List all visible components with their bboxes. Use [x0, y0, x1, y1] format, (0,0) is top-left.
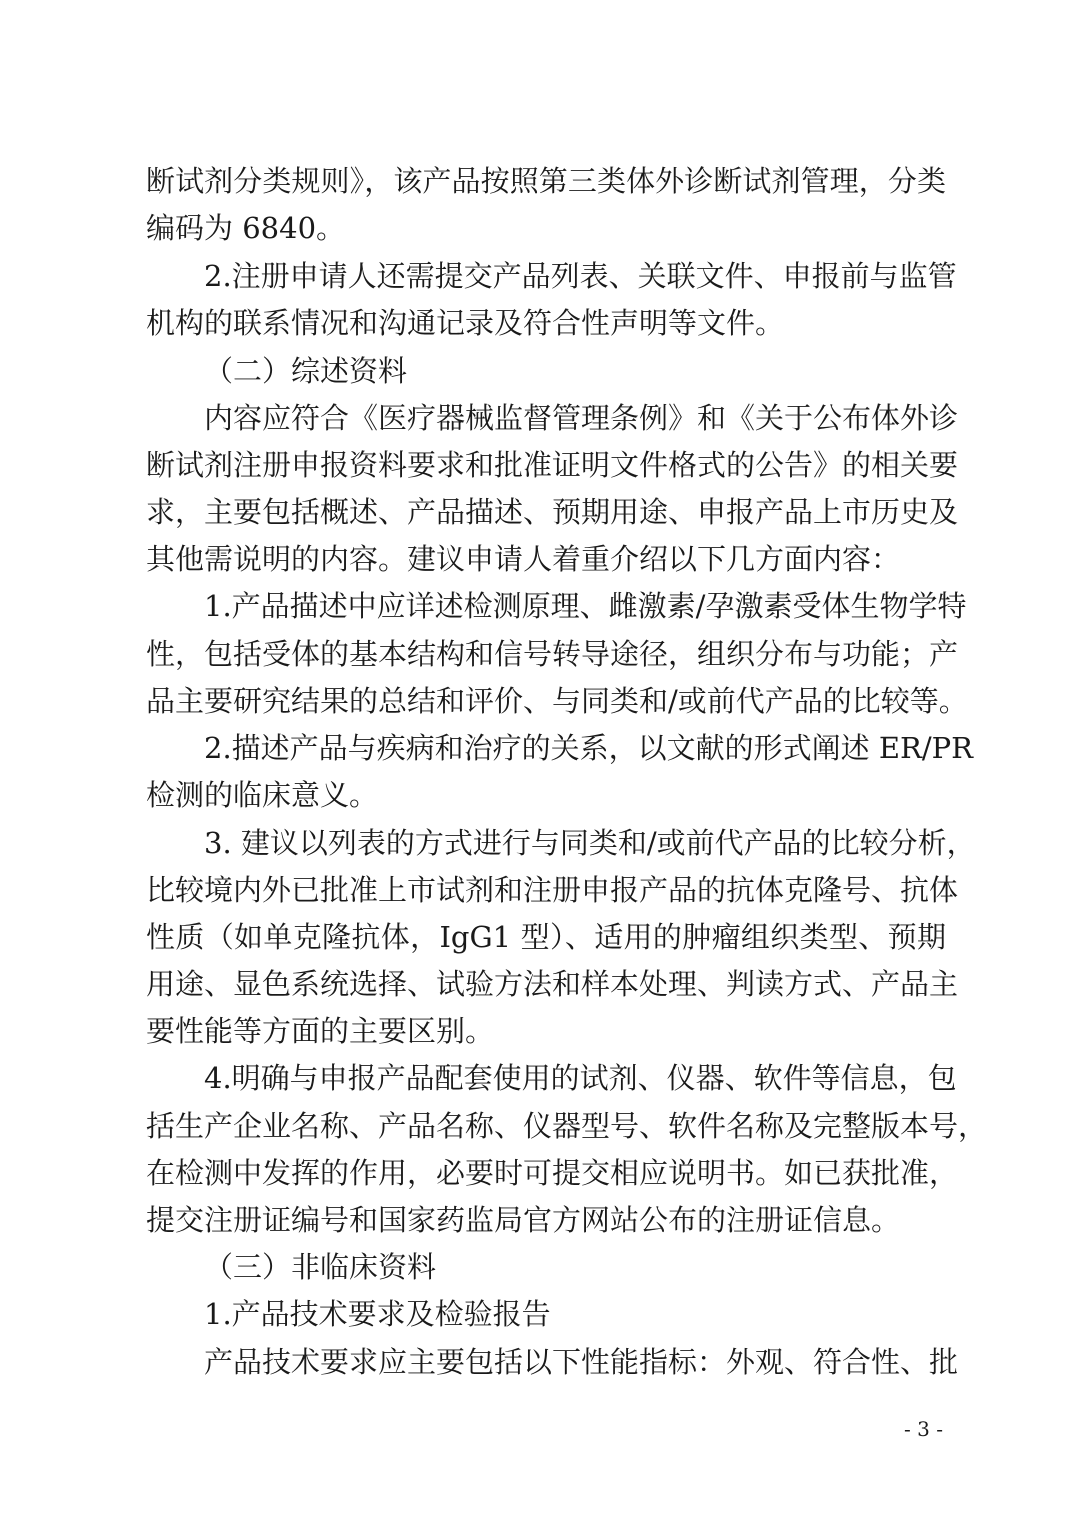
text-line: 在检测中发挥的作用，必要时可提交相应说明书。如已获批准，	[146, 1156, 959, 1190]
text-line: 3. 建议以列表的方式进行与同类和/或前代产品的比较分析，	[204, 826, 976, 860]
text-line: 检测的临床意义。	[146, 778, 379, 812]
section-heading: （二）综述资料	[204, 354, 408, 388]
text-line: 产品技术要求应主要包括以下性能指标：外观、符合性、批	[204, 1345, 959, 1379]
text-line: 断试剂注册申报资料要求和批准证明文件格式的公告》的相关要	[146, 448, 959, 482]
text-line: 机构的联系情况和沟通记录及符合性声明等文件。	[146, 306, 785, 340]
text-line: 性质（如单克隆抗体，IgG1 型）、适用的肿瘤组织类型、预期	[146, 920, 946, 954]
text-line: 括生产企业名称、产品名称、仪器型号、软件名称及完整版本号，	[146, 1109, 988, 1143]
text-line: 断试剂分类规则》，该产品按照第三类体外诊断试剂管理，分类	[146, 164, 946, 198]
text-line: 性，包括受体的基本结构和信号转导途径，组织分布与功能；产	[146, 637, 959, 671]
text-line: 提交注册证编号和国家药监局官方网站公布的注册证信息。	[146, 1203, 901, 1237]
text-line: 4.明确与申报产品配套使用的试剂、仪器、软件等信息，包	[204, 1061, 957, 1095]
page-number: - 3 -	[904, 1417, 943, 1441]
text-line: 2.描述产品与疾病和治疗的关系，以文献的形式阐述 ER/PR	[204, 731, 974, 765]
section-heading: （三）非临床资料	[204, 1250, 437, 1284]
text-line: 用途、显色系统选择、试验方法和样本处理、判读方式、产品主	[146, 967, 959, 1001]
text-line: 求，主要包括概述、产品描述、预期用途、申报产品上市历史及	[146, 495, 959, 529]
text-line: 品主要研究结果的总结和评价、与同类和/或前代产品的比较等。	[146, 684, 968, 718]
text-line: 编码为 6840。	[146, 211, 346, 245]
text-line: 2.注册申请人还需提交产品列表、关联文件、申报前与监管	[204, 259, 957, 293]
text-line: 要性能等方面的主要区别。	[146, 1014, 495, 1048]
text-line: 内容应符合《医疗器械监督管理条例》和《关于公布体外诊	[204, 401, 959, 435]
text-line: 比较境内外已批准上市试剂和注册申报产品的抗体克隆号、抗体	[146, 873, 959, 907]
text-line: 其他需说明的内容。建议申请人着重介绍以下几方面内容：	[146, 542, 901, 576]
text-line: 1.产品描述中应详述检测原理、雌激素/孕激素受体生物学特	[204, 589, 967, 623]
subsection-heading: 1.产品技术要求及检验报告	[204, 1297, 551, 1331]
